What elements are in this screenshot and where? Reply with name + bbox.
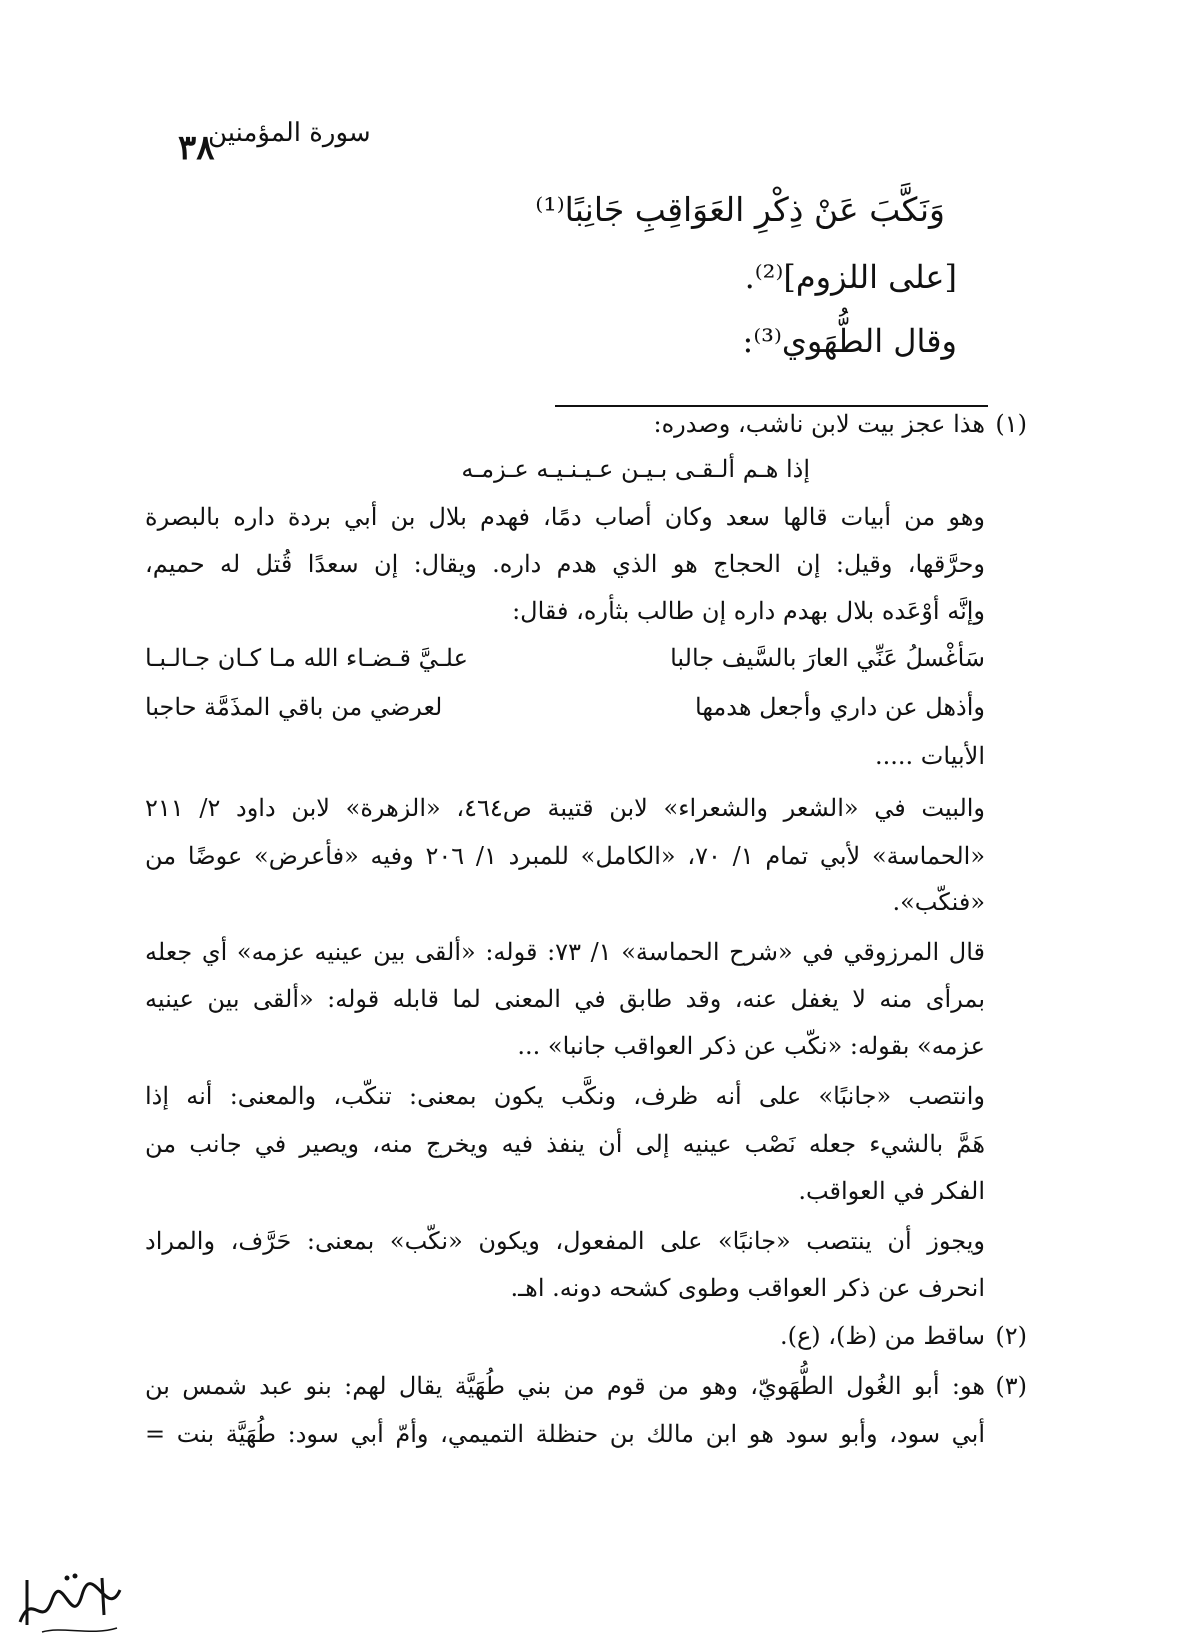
- footnote-1-line-9: والبيت في «الشعر والشعراء» لابن قتيبة ص٤٦٤، «الزهرة» لابن داود ٢/ ٢١١: [145, 794, 986, 822]
- poem-line-2-left: لعرضي من باقي المذَمَّة حاجبا: [145, 693, 443, 721]
- footnote-3-line-2: أبي سود، وأبو سود هو ابن مالك بن حنظلة التميمي، وأمّ أبي سود: طُهَيَّة بنت =: [145, 1420, 986, 1448]
- main-line-3: وقال الطُّهَوي⁽³⁾:: [742, 322, 957, 360]
- poem-line-2-right: وأذهل عن داري وأجعل هدمها: [695, 693, 985, 721]
- footnote-1-line-12: قال المرزوقي في «شرح الحماسة» ١/ ٧٣: قوله: «ألقى بين عينيه عزمه» أي جعله: [145, 938, 985, 966]
- footnote-number-3: (٣): [995, 1372, 1027, 1400]
- page-number: ٣٨: [178, 128, 215, 168]
- footnote-1-line-15: وانتصب «جانبًا» على أنه ظرف، ونكَّب يكون بمعنى: تنكّب، والمعنى: أنه إذا: [145, 1082, 985, 1110]
- footnote-1-poem-hemistich: إذا هـم ألـقـى بـيـن عـيـنـيـه عـزمـه: [461, 455, 810, 483]
- footnote-number-2: (٢): [995, 1322, 1027, 1350]
- footnote-3-line-1: هو: أبو الغُول الطُّهَويّ، وهو من قوم من بني طُهَيَّة يقال لهم: بنو عبد شمس بن: [145, 1372, 985, 1400]
- poem-line-1-right: سَأغْسلُ عَنِّي العارَ بالسَّيف جالبا: [670, 644, 985, 672]
- surah-title: سورة المؤمنين: [208, 118, 371, 148]
- footnote-1-line-10: «الحماسة» لأبي تمام ١/ ٧٠، «الكامل» للمبرد ١/ ٢٠٦ وفيه «فأعرض» عوضًا من: [145, 842, 985, 870]
- footnote-1-line-11: «فنكّب».: [892, 888, 985, 916]
- poetry-verse: وَنَكَّبَ عَنْ ذِكْرِ العَوَاقِبِ جَانِبًا⁽¹⁾: [535, 190, 945, 229]
- footnote-1-line-1: هذا عجز بيت لابن ناشب، وصدره:: [653, 410, 985, 438]
- footnote-1-line-13: بمرأى منه لا يغفل عنه، وقد طابق في المعنى لما قابله قوله: «ألقى بين عينيه: [145, 985, 985, 1013]
- footnote-1-line-3: وهو من أبيات قالها سعد وكان أصاب دمًا، فهدم بلال بن أبي بردة داره بالبصرة: [145, 503, 985, 531]
- footnote-1-line-18: ويجوز أن ينتصب «جانبًا» على المفعول، ويكون «نكّب» بمعنى: حَرَّف، والمراد: [145, 1227, 985, 1255]
- footnote-1-line-16: هَمَّ بالشيء جعله نَصْب عينيه إلى أن ينفذ فيه ويخرج منه، ويصير في جانب من: [145, 1130, 985, 1158]
- calligraphy-signature-logo: [12, 1560, 127, 1640]
- footnote-1-line-19: انحرف عن ذكر العواقب وطوى كشحه دونه. اهـ.: [510, 1274, 985, 1302]
- footnote-1-line-14: عزمه» بقوله: «نكّب عن ذكر العواقب جانبا» ...: [517, 1032, 985, 1060]
- footnote-1-line-17: الفكر في العواقب.: [798, 1177, 985, 1205]
- footnote-1-line-8: الأبيات .....: [875, 742, 985, 770]
- footnote-2-text: ساقط من (ظ)، (ع).: [779, 1322, 985, 1350]
- poem-line-1-left: علـيَّ قـضـاء الله مـا كـان جـالـبـا: [145, 644, 468, 672]
- footnote-1-line-4: وحرَّقها، وقيل: إن الحجاج هو الذي هدم داره. ويقال: إن سعدًا قُتل له حميم،: [145, 550, 985, 578]
- footnote-number-1: (١): [995, 410, 1027, 438]
- footnote-1-line-5: وإنَّه أوْعَده بلال بهدم داره إن طالب بثأره، فقال:: [512, 597, 985, 625]
- footnote-separator: [555, 405, 988, 407]
- main-line-2: [على اللزوم]⁽²⁾.: [744, 258, 957, 296]
